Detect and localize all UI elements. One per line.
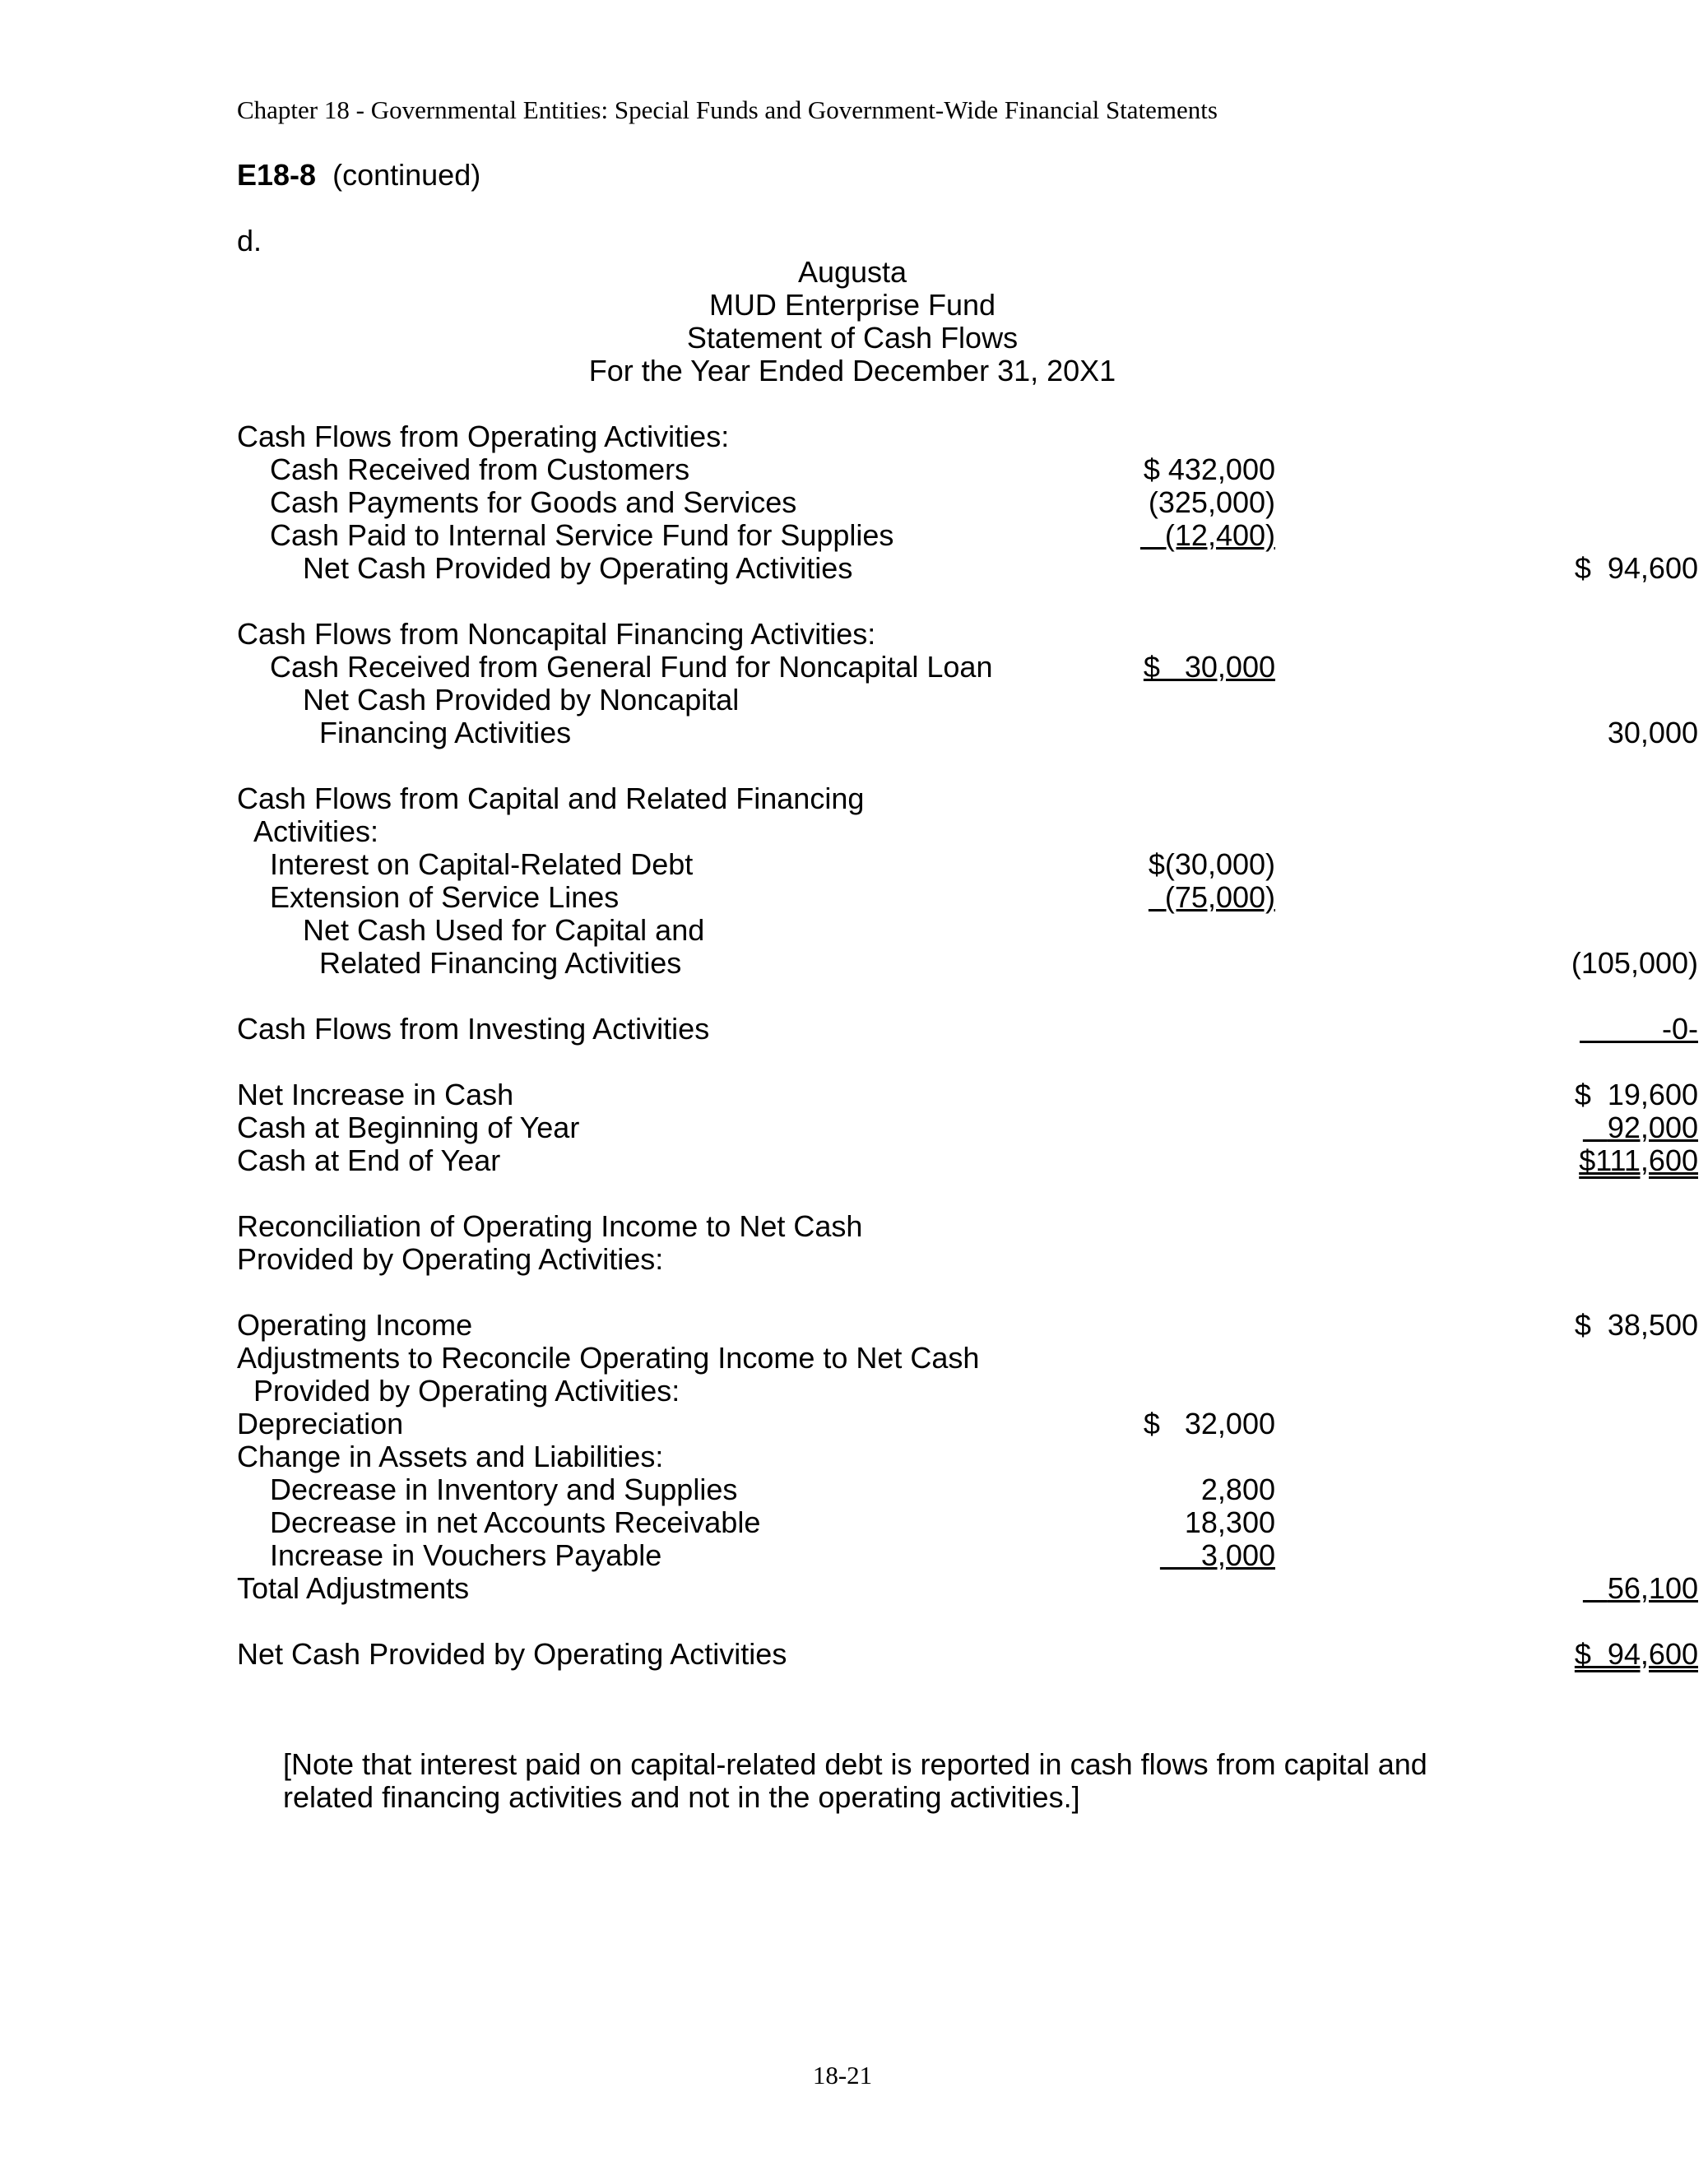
- row-label: Cash Received from General Fund for Noncapital Loan: [270, 650, 993, 684]
- line-depreciation: [237, 1408, 1488, 1440]
- row-label: Cash Flows from Operating Activities:: [237, 420, 730, 453]
- col1-amount: 18,300: [1184, 1505, 1275, 1539]
- row-label: Net Cash Provided by Operating Activities: [303, 551, 853, 585]
- col2-amount: $ 94,600: [1574, 551, 1698, 585]
- subtotal-noncapital-line1: [237, 684, 1488, 717]
- fund-name: MUD Enterprise Fund: [708, 288, 996, 322]
- col2-amount: $ 38,500: [1574, 1308, 1698, 1342]
- line-total-adjustments: [237, 1571, 1698, 1605]
- col1-amount: $ 432,000: [1143, 452, 1275, 486]
- statement-title: Statement of Cash Flows: [686, 321, 1019, 355]
- row-label: Change in Assets and Liabilities:: [237, 1440, 664, 1473]
- cash-flow-statement: [237, 420, 1698, 1671]
- line-interest-capital-debt: [237, 848, 1488, 881]
- line-extension-service-lines: [237, 881, 1488, 914]
- row-label: Cash Flows from Investing Activities: [237, 1012, 710, 1046]
- chapter-header: Chapter 18 - Governmental Entities: Special Funds and Government-Wide Financial Statements: [237, 95, 1218, 124]
- col1-amount: [1060, 651, 1285, 684]
- col1-amount: [1060, 881, 1275, 914]
- line-operating-income: [237, 1308, 1698, 1342]
- col2-amount: [1339, 1013, 1708, 1046]
- row-label: Cash at End of Year: [237, 1143, 501, 1177]
- line-internal-service-supplies: [237, 519, 1488, 552]
- footnote: [Note that interest paid on capital-related debt is reported in cash flows from capital and related financing activities and not in the operating activities.]: [283, 1747, 1427, 1814]
- row-label: Cash at Beginning of Year: [237, 1111, 580, 1144]
- change-assets-liabilities-heading: [237, 1440, 1488, 1473]
- entity-name: Augusta: [797, 255, 907, 289]
- subtotal-noncapital: [237, 716, 1698, 749]
- row-label: Interest on Capital-Related Debt: [270, 847, 694, 881]
- row-label: Net Cash Provided by Noncapital: [303, 683, 740, 717]
- section-heading-capital-cont: [237, 815, 1488, 848]
- part-label: d.: [237, 224, 262, 257]
- subtotal-operating: [237, 551, 1698, 585]
- line-general-fund-loan: [237, 651, 1488, 684]
- adjustments-heading: [237, 1342, 1488, 1375]
- subtotal-capital-line1: [237, 914, 1488, 947]
- reconciliation-heading: [237, 1210, 1488, 1243]
- row-label: Net Cash Used for Capital and: [303, 913, 705, 947]
- col2-amount: $ 19,600: [1574, 1078, 1698, 1111]
- line-cash-from-customers: [237, 453, 1488, 486]
- col1-amount: $(30,000): [1148, 847, 1275, 881]
- line-net-increase: [237, 1078, 1698, 1111]
- line-goods-services: [237, 486, 1488, 519]
- line-accounts-receivable: [237, 1506, 1488, 1539]
- line-inventory-supplies: [237, 1473, 1488, 1506]
- col1-amount-value: 3,000: [1200, 1538, 1275, 1572]
- row-label: Related Financing Activities: [319, 946, 682, 980]
- col2-amount-value: $111,600: [1579, 1143, 1698, 1177]
- col2-amount: 30,000: [1607, 716, 1698, 749]
- page-number: 18-21: [812, 2061, 873, 2090]
- col1-amount-value: $ 30,000: [1143, 650, 1275, 684]
- statement-header: [237, 256, 1468, 387]
- row-label: Financing Activities: [319, 716, 572, 749]
- col2-amount: [1339, 1111, 1708, 1144]
- reconciliation-heading-cont: [237, 1243, 1488, 1276]
- col2-amount-value: 92,000: [1607, 1111, 1698, 1144]
- row-label: Cash Payments for Goods and Services: [270, 485, 797, 519]
- row-label: Adjustments to Reconcile Operating Income to Net Cash: [237, 1341, 980, 1375]
- row-label: Net Cash Provided by Operating Activities: [237, 1637, 787, 1671]
- exercise-suffix: (continued): [332, 158, 481, 192]
- row-label: Provided by Operating Activities:: [237, 1242, 664, 1276]
- line-cash-beginning: [237, 1111, 1698, 1144]
- row-label: Extension of Service Lines: [270, 880, 620, 914]
- section-heading-capital: [237, 782, 1488, 815]
- row-label: Depreciation: [237, 1407, 404, 1440]
- row-label: Decrease in net Accounts Receivable: [270, 1505, 761, 1539]
- row-label: Increase in Vouchers Payable: [270, 1538, 662, 1572]
- row-label: Cash Flows from Capital and Related Financing: [237, 782, 865, 815]
- col2-amount: (105,000): [1571, 946, 1698, 980]
- section-heading-operating: [237, 420, 1488, 453]
- section-heading-noncapital: [237, 618, 1488, 651]
- col1-amount: 2,800: [1200, 1473, 1275, 1506]
- subtotal-capital: [237, 946, 1698, 980]
- row-label: Cash Paid to Internal Service Fund for Supplies: [270, 518, 894, 552]
- line-investing: [237, 1012, 1698, 1046]
- exercise-id: E18-8: [237, 158, 317, 192]
- line-net-cash-operating-final: [237, 1637, 1698, 1671]
- col2-amount-value: 56,100: [1607, 1571, 1698, 1605]
- statement-period: For the Year Ended December 31, 20X1: [588, 354, 1116, 387]
- row-label: Activities:: [253, 814, 379, 848]
- adjustments-heading-cont: [237, 1375, 1488, 1408]
- col1-amount: (325,000): [1148, 485, 1275, 519]
- col2-amount: [1339, 1638, 1708, 1671]
- col1-amount: [1060, 519, 1275, 552]
- row-label: Provided by Operating Activities:: [253, 1374, 680, 1408]
- row-label: Cash Flows from Noncapital Financing Activities:: [237, 617, 876, 651]
- row-label: Decrease in Inventory and Supplies: [270, 1473, 738, 1506]
- col1-amount-value: (75,000): [1164, 880, 1275, 914]
- col2-amount-value: -0-: [1662, 1012, 1698, 1046]
- row-label: Cash Received from Customers: [270, 452, 690, 486]
- row-label: Operating Income: [237, 1308, 473, 1342]
- col1-amount: $ 32,000: [1143, 1407, 1275, 1440]
- line-cash-end: [237, 1143, 1698, 1177]
- col2-amount-value: $ 94,600: [1574, 1637, 1698, 1671]
- col1-amount: [1060, 1539, 1285, 1572]
- row-label: Total Adjustments: [237, 1571, 470, 1605]
- col1-amount-value: (12,400): [1164, 518, 1275, 552]
- col2-amount: [1339, 1572, 1708, 1605]
- exercise-title: [237, 158, 480, 192]
- row-label: Net Increase in Cash: [237, 1078, 514, 1111]
- row-label: Reconciliation of Operating Income to Net Cash: [237, 1209, 863, 1243]
- col2-amount: [1339, 1144, 1708, 1177]
- line-vouchers-payable: [237, 1539, 1488, 1572]
